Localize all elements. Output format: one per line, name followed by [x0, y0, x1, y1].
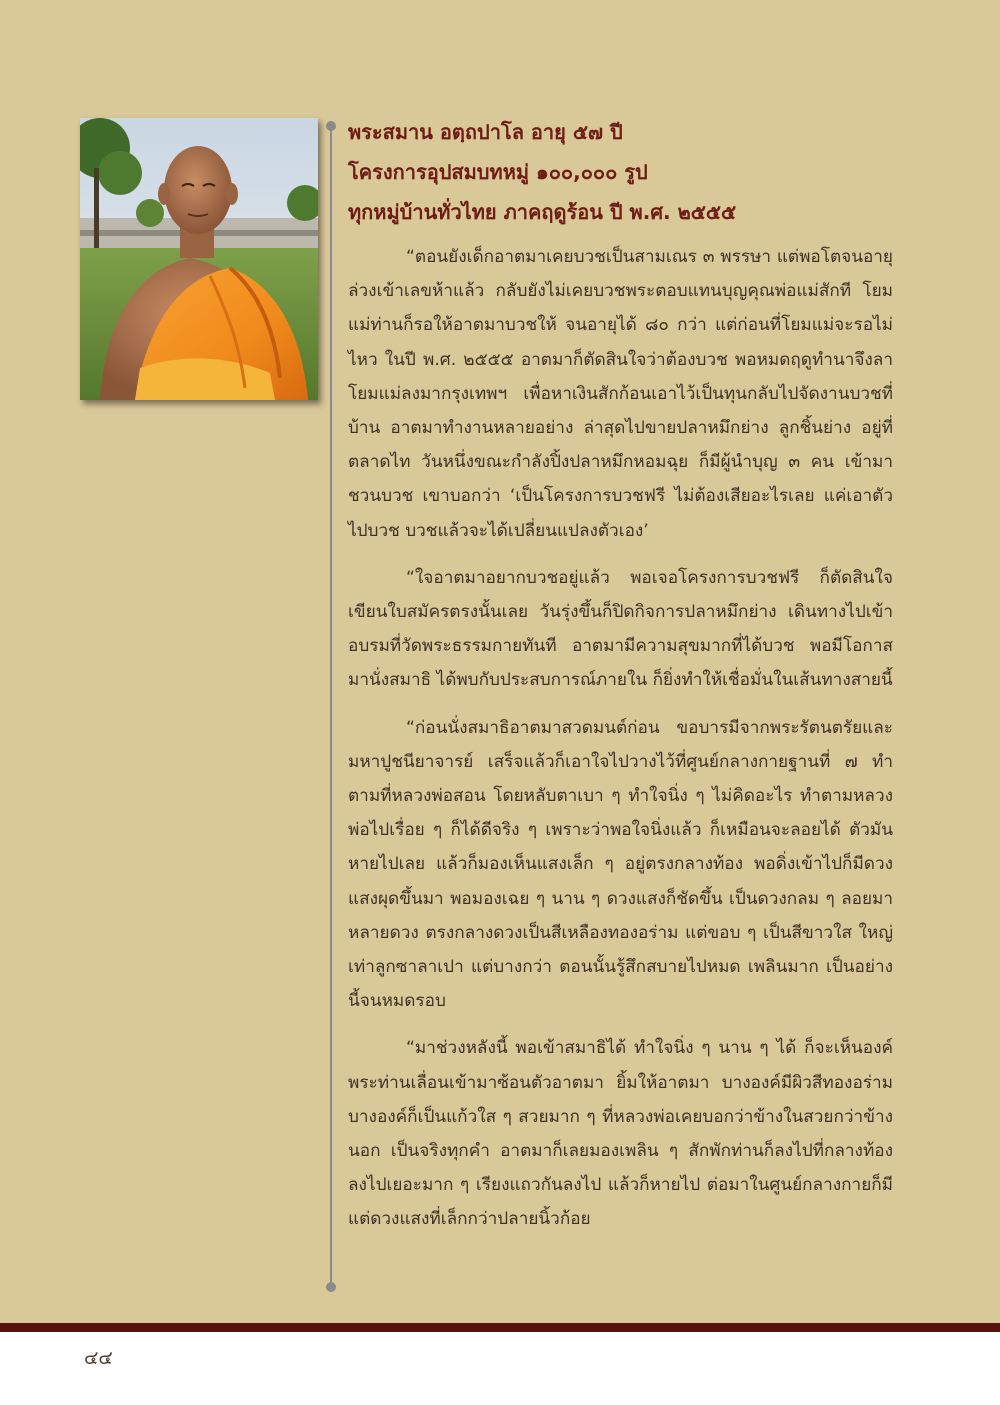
- timeline-dot-bottom: [326, 1282, 336, 1292]
- page-number: ๔๔: [84, 1347, 113, 1369]
- footer-rule: [0, 1323, 1000, 1332]
- vertical-timeline-line: [330, 126, 332, 1286]
- monk-name-title: พระสมาน อตฺถปาโล อายุ ๕๗ ปี: [348, 120, 623, 144]
- paragraph-4: “มาช่วงหลังนี้ พอเข้าสมาธิได้ ทำใจนิ่ง ๆ นาน ๆ ได้ ก็จะเห็นองค์พระท่านเลื่อนเข้ามาซ้อนตัวอาตมา ยิ้มให้อาตมา บางองค์มีผิวสีทองอร่าม บางองค์ก็เป็นแก้วใส ๆ สวยมาก ๆ ที่หลวงพ่อเคยบอกว่าข้างในสวยกว่าข้างนอก เป็นจริงทุกคำ อาตมาก็เลยมองเพลิน ๆ สักพักท่านก็ลงไปที่กลางท้อง ลงไปเยอะมาก ๆ เรียงแถวกันลงไป แล้วก็หายไป ต่อมาในศูนย์กลางกายก็มีแต่ดวงแสงที่เล็กกว่าปลายนิ้วก้อย: [348, 1038, 893, 1230]
- paragraph-2: “ใจอาตมาอยากบวชอยู่แล้ว พอเจอโครงการบวชฟรี ก็ตัดสินใจเขียนใบสมัครตรงนั้นเลย วันรุ่งขึ้นก็ปิดกิจการปลาหมึกย่าง เดินทางไปเข้าอบรมที่วัดพระธรรมกายทันที อาตมามีความสุขมากที่ได้บวช พอมีโอกาสมานั่งสมาธิ ได้พบกับประสบการณ์ภายใน ก็ยิ่งทำให้เชื่อมั่นในเส้นทางสายนี้: [348, 567, 893, 691]
- article-body: [348, 240, 893, 1250]
- timeline-dot-top: [326, 121, 336, 131]
- project-subtitle: ทุกหมู่บ้านทั่วไทย ภาคฤดูร้อน ปี พ.ศ. ๒๕๕๕: [348, 200, 737, 224]
- project-title: โครงการอุปสมบทหมู่ ๑๐๐,๐๐๐ รูป: [348, 160, 648, 184]
- paragraph-1: “ตอนยังเด็กอาตมาเคยบวชเป็นสามเณร ๓ พรรษา แต่พอโตจนอายุล่วงเข้าเลขห้าแล้ว กลับยังไม่เคยบวชพระตอบแทนบุญคุณพ่อแม่สักที โยมแม่ท่านก็รอให้อาตมาบวชให้ จนอายุได้ ๘๐ กว่า แต่ก่อนที่โยมแม่จะรอไม่ไหว ในปี พ.ศ. ๒๕๕๕ อาตมาก็ตัดสินใจว่าต้องบวช พอหมดฤดูทำนาจึงลาโยมแม่ลงมากรุงเทพฯ เพื่อหาเงินสักก้อนเอาไว้เป็นทุนกลับไปจัดงานบวชที่บ้าน อาตมาทำงานหลายอย่าง ล่าสุดไปขายปลาหมึกย่าง ลูกชิ้นย่าง อยู่ที่ตลาดไท วันหนึ่งขณะกำลังปิ้งปลาหมึกหอมฉุย ก็มีผู้นำบุญ ๓ คน เข้ามาชวนบวช เขาบอกว่า ‘เป็นโครงการบวชฟรี ไม่ต้องเสียอะไรเลย แค่เอาตัวไปบวช บวชแล้วจะได้เปลี่ยนแปลงตัวเอง’: [348, 247, 893, 541]
- paragraph-3: “ก่อนนั่งสมาธิอาตมาสวดมนต์ก่อน ขอบารมีจากพระรัตนตรัยและมหาปูชนียาจารย์ เสร็จแล้วก็เอาใจไปวางไว้ที่ศูนย์กลางกายฐานที่ ๗ ทำตามที่หลวงพ่อสอน โดยหลับตาเบา ๆ ทำใจนิ่ง ๆ ไม่คิดอะไร ทำตามหลวงพ่อไปเรื่อย ๆ ก็ได้ดีจริง ๆ เพราะว่าพอใจนิ่งแล้ว ก็เหมือนจะลอยได้ ตัวมันหายไปเลย แล้วก็มองเห็นแสงเล็ก ๆ อยู่ตรงกลางท้อง พอดิ่งเข้าไปก็มีดวงแสงผุดขึ้นมา พอมองเฉย ๆ นาน ๆ ดวงแสงก็ชัดขึ้น เป็นดวงกลม ๆ ลอยมาหลายดวง ตรงกลางดวงเป็นสีเหลืองทองอร่าม แต่ขอบ ๆ เป็นสีขาวใส ใหญ่เท่าลูกซาลาเปา แต่บางกว่า ตอนนั้นรู้สึกสบายไปหมด เพลินมาก เป็นอย่างนี้จนหมดรอบ: [348, 717, 893, 1012]
- article-header: [348, 112, 908, 232]
- monk-portrait-photo: [80, 118, 318, 400]
